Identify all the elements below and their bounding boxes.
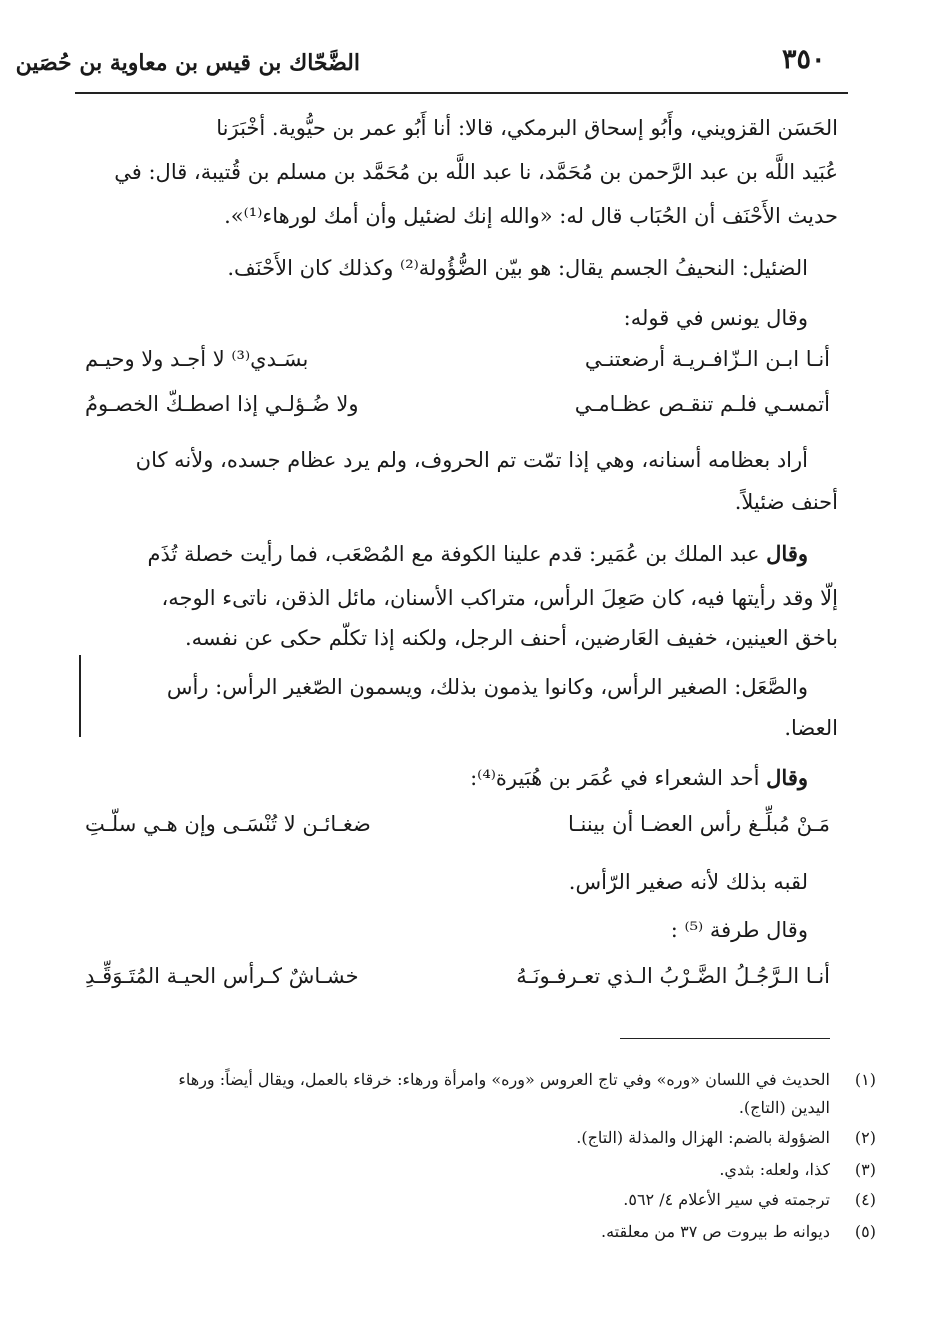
margin-mark bbox=[79, 655, 81, 737]
footnote bbox=[90, 1124, 876, 1152]
body-line: والصَّعَل: الصغير الرأس، وكانوا يذمون بذلك، ويسمون الصّغير الرأس: رأس bbox=[166, 675, 808, 699]
footnote-text: ترجمته في سير الأعلام ٤/ ٥٦٢. bbox=[623, 1190, 830, 1209]
body-line: الضئيل: النحيفُ الجسم يقال: هو بيّن الضُّؤُولة⁽²⁾ وكذلك كان الأَحْنَف. bbox=[227, 256, 808, 280]
verse-hemistich-second: خشـاشٌ كـرأس الحيـة المُتَـوَقِّـدِ bbox=[85, 964, 359, 988]
body-line: العضا. bbox=[784, 716, 838, 740]
verse-hemistich-second: ضغـائـن لا تُنْسَـى وإن هـي سلّـتِ bbox=[85, 812, 371, 836]
footnote-text: الحديث في اللسان «وره» وفي تاج العروس «وره» وامرأة ورهاء: خرقاء بالعمل، ويقال أيضاً: ورهاء bbox=[178, 1070, 830, 1089]
verse-hemistich-second: ولا ضُـؤلـي إذا اصطـكّ الخصـومُ bbox=[85, 392, 359, 416]
body-line bbox=[86, 758, 808, 798]
verse-line bbox=[85, 392, 830, 436]
body-line: حديث الأَحْنَف أن الحُبَاب قال له: «والله إنك لضئيل وأن أمك لورهاء⁽¹⁾». bbox=[224, 204, 838, 228]
said-keyword: وقال bbox=[766, 541, 808, 566]
verse-hemistich-second: بسَـدي⁽³⁾ لا أجـد ولا وحيـم bbox=[85, 347, 309, 371]
footnote-text: ديوانه ط بيروت ص ٣٧ من معلقته. bbox=[601, 1222, 830, 1241]
footnote-number: (٣) bbox=[854, 1160, 876, 1179]
footnote-number: (١) bbox=[854, 1070, 876, 1089]
body-line: أحنف ضئيلاً. bbox=[734, 490, 838, 514]
footnote-text: كذا، ولعله: بثدي. bbox=[719, 1160, 830, 1179]
verse-hemistich-first: أنـا الـرَّجُـلُ الضَّـرْبُ الـذي تعـرفـونَـهُ bbox=[516, 964, 830, 988]
footnote-number: (٤) bbox=[854, 1190, 876, 1209]
verse-line bbox=[85, 347, 830, 391]
body-line: أراد بعظامه أسنانه، وهي إذا تمّت تم الحروف، ولم يرد عظام جسده، ولأنه كان bbox=[135, 448, 808, 472]
body-line bbox=[86, 534, 808, 574]
body-line: الحَسَن القزويني، وأَبُو إسحاق البرمكي، قالا: أنا أَبُو عمر بن حيُّوية. أخْبَرَنا bbox=[216, 116, 838, 140]
body-line: إلّا وقد رأيتها فيه، كان صَعِلَ الرأس، متراكب الأسنان، مائل الذقن، ناتىء الوجه، bbox=[161, 586, 838, 610]
verse-line bbox=[85, 964, 830, 1008]
footnote bbox=[90, 1186, 876, 1214]
body-line: لقبه بذلك لأنه صغير الرّأس. bbox=[568, 870, 808, 894]
body-line: باخق العينين، خفيف العَارضين، أحنف الرجل، ولكنه إذا تكلّم حكى عن نفسه. bbox=[184, 626, 838, 650]
footnote bbox=[90, 1066, 876, 1094]
said-keyword: وقال bbox=[766, 765, 808, 790]
verse-hemistich-first: أنـا ابـن الـزّافـريـة أرضعتنـي bbox=[584, 347, 830, 371]
verse-hemistich-first: مَـنْ مُبلِّـغ رأس العضـا أن بيننـا bbox=[567, 812, 830, 836]
footnote-number: (٢) bbox=[854, 1128, 876, 1147]
verse-hemistich-first: أتمسـي فلـم تنقـص عظـامـي bbox=[574, 392, 830, 416]
body-line-rest: عبد الملك بن عُمَير: قدم علينا الكوفة مع المُصْعَب، فما رأيت خصلة تُذَم bbox=[147, 542, 767, 566]
footnote-text: الضؤولة بالضم: الهزال والمذلة (التاج). bbox=[576, 1128, 830, 1147]
body-line: وقال طرفة ⁽⁵⁾ : bbox=[670, 918, 808, 942]
footnote bbox=[90, 1218, 876, 1246]
verse-line bbox=[85, 812, 830, 856]
header-rule bbox=[75, 92, 848, 94]
footnote-continuation: اليدين (التاج). bbox=[738, 1098, 830, 1117]
running-title: الضَّحّاك بن قيس بن معاوية بن حُصَين bbox=[15, 50, 360, 76]
body-line-rest: أحد الشعراء في عُمَر بن هُبَيرة⁽⁴⁾: bbox=[470, 766, 767, 790]
footnote-number: (٥) bbox=[854, 1222, 876, 1241]
footnote-rule bbox=[620, 1038, 830, 1039]
body-line: عُبَيد اللَّه بن عبد الرَّحمن بن مُحَمَّد، نا عبد اللَّه بن مُحَمَّد بن مسلم بن قُتيبة، قال: في bbox=[114, 160, 838, 184]
footnote bbox=[90, 1156, 876, 1184]
page-number: ٣٥٠ bbox=[782, 44, 826, 75]
body-line: وقال يونس في قوله: bbox=[623, 306, 808, 330]
